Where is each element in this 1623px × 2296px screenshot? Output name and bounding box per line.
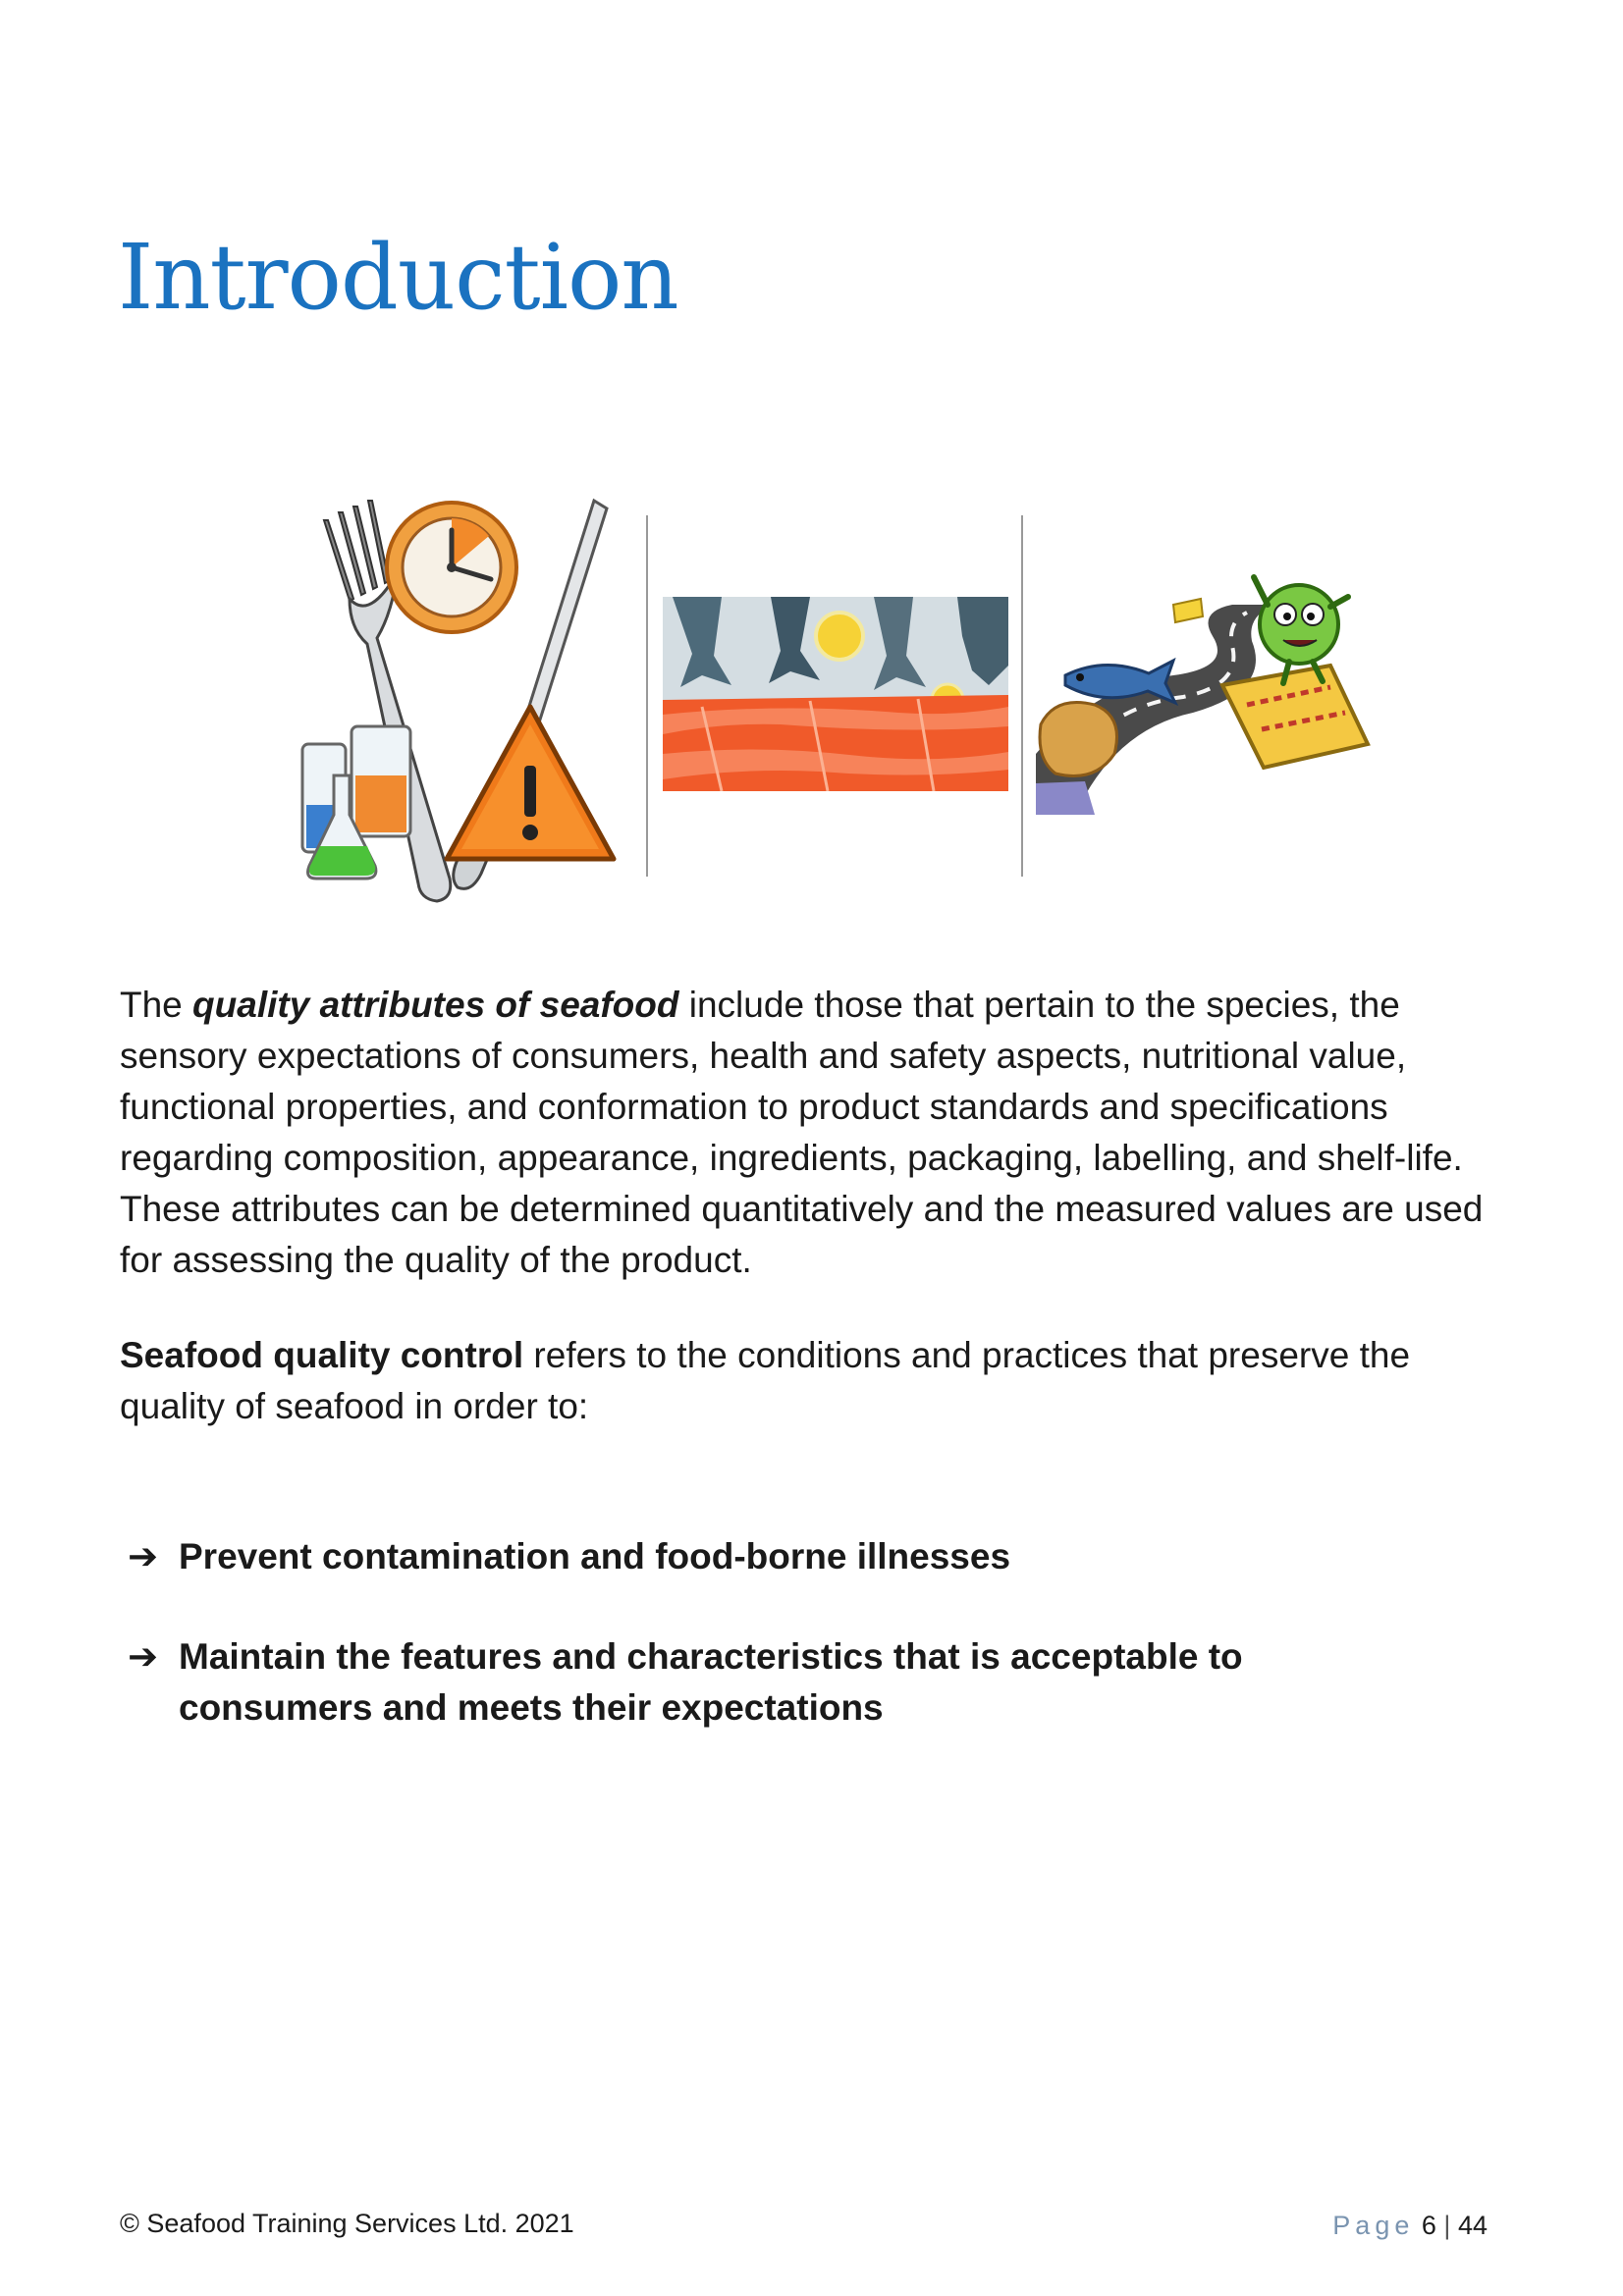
- vertical-divider: [646, 515, 648, 877]
- page-separator: |: [1443, 2211, 1451, 2240]
- current-page: 6: [1421, 2211, 1436, 2240]
- page-label: Page: [1332, 2211, 1415, 2240]
- bullet-text: Maintain the features and characteristics that is acceptable to consumers and meets their expectations: [179, 1636, 1243, 1728]
- arrow-right-icon: ➔: [128, 1536, 159, 1576]
- page-title: Introduction: [118, 225, 678, 330]
- fork-knife-clock-icon: [295, 481, 638, 913]
- footer-copyright: © Seafood Training Services Ltd. 2021: [120, 2209, 574, 2238]
- arrow-right-icon: ➔: [128, 1636, 159, 1677]
- list-item: [128, 1531, 1404, 1582]
- paragraph-quality-control: [120, 1330, 1514, 1432]
- bullet-list: [128, 1531, 1404, 1734]
- paragraph-quality-attributes: [120, 980, 1514, 1286]
- quality-attributes-emphasis: quality attributes of seafood: [192, 985, 679, 1025]
- vertical-divider: [1021, 515, 1023, 877]
- bullet-text: Prevent contamination and food-borne illnesses: [179, 1536, 1011, 1576]
- paragraph-body: include those that pertain to the species, the sensory expectations of consumers, health and safety aspects, nutritional value, functional properties, and conformation to product standards and specifications regarding composition, appearance, ingredients, packaging, labelling, and shelf-life. These attributes can be determined quantitatively and the measured values are used for assessing the quality of the product.: [120, 985, 1484, 1280]
- paragraph-body: refers to the conditions and practices that preserve the quality of seafood in order to:: [120, 1335, 1411, 1426]
- list-item: [128, 1631, 1404, 1734]
- contamination-cartoon: [1036, 558, 1375, 815]
- paragraph-lead: The: [120, 985, 193, 1025]
- total-pages: 44: [1457, 2211, 1488, 2240]
- page-number: [1332, 2209, 1488, 2242]
- illustrations-row: [295, 481, 1375, 913]
- quality-control-term: Seafood quality control: [120, 1335, 524, 1375]
- seafood-photo: [663, 597, 1008, 791]
